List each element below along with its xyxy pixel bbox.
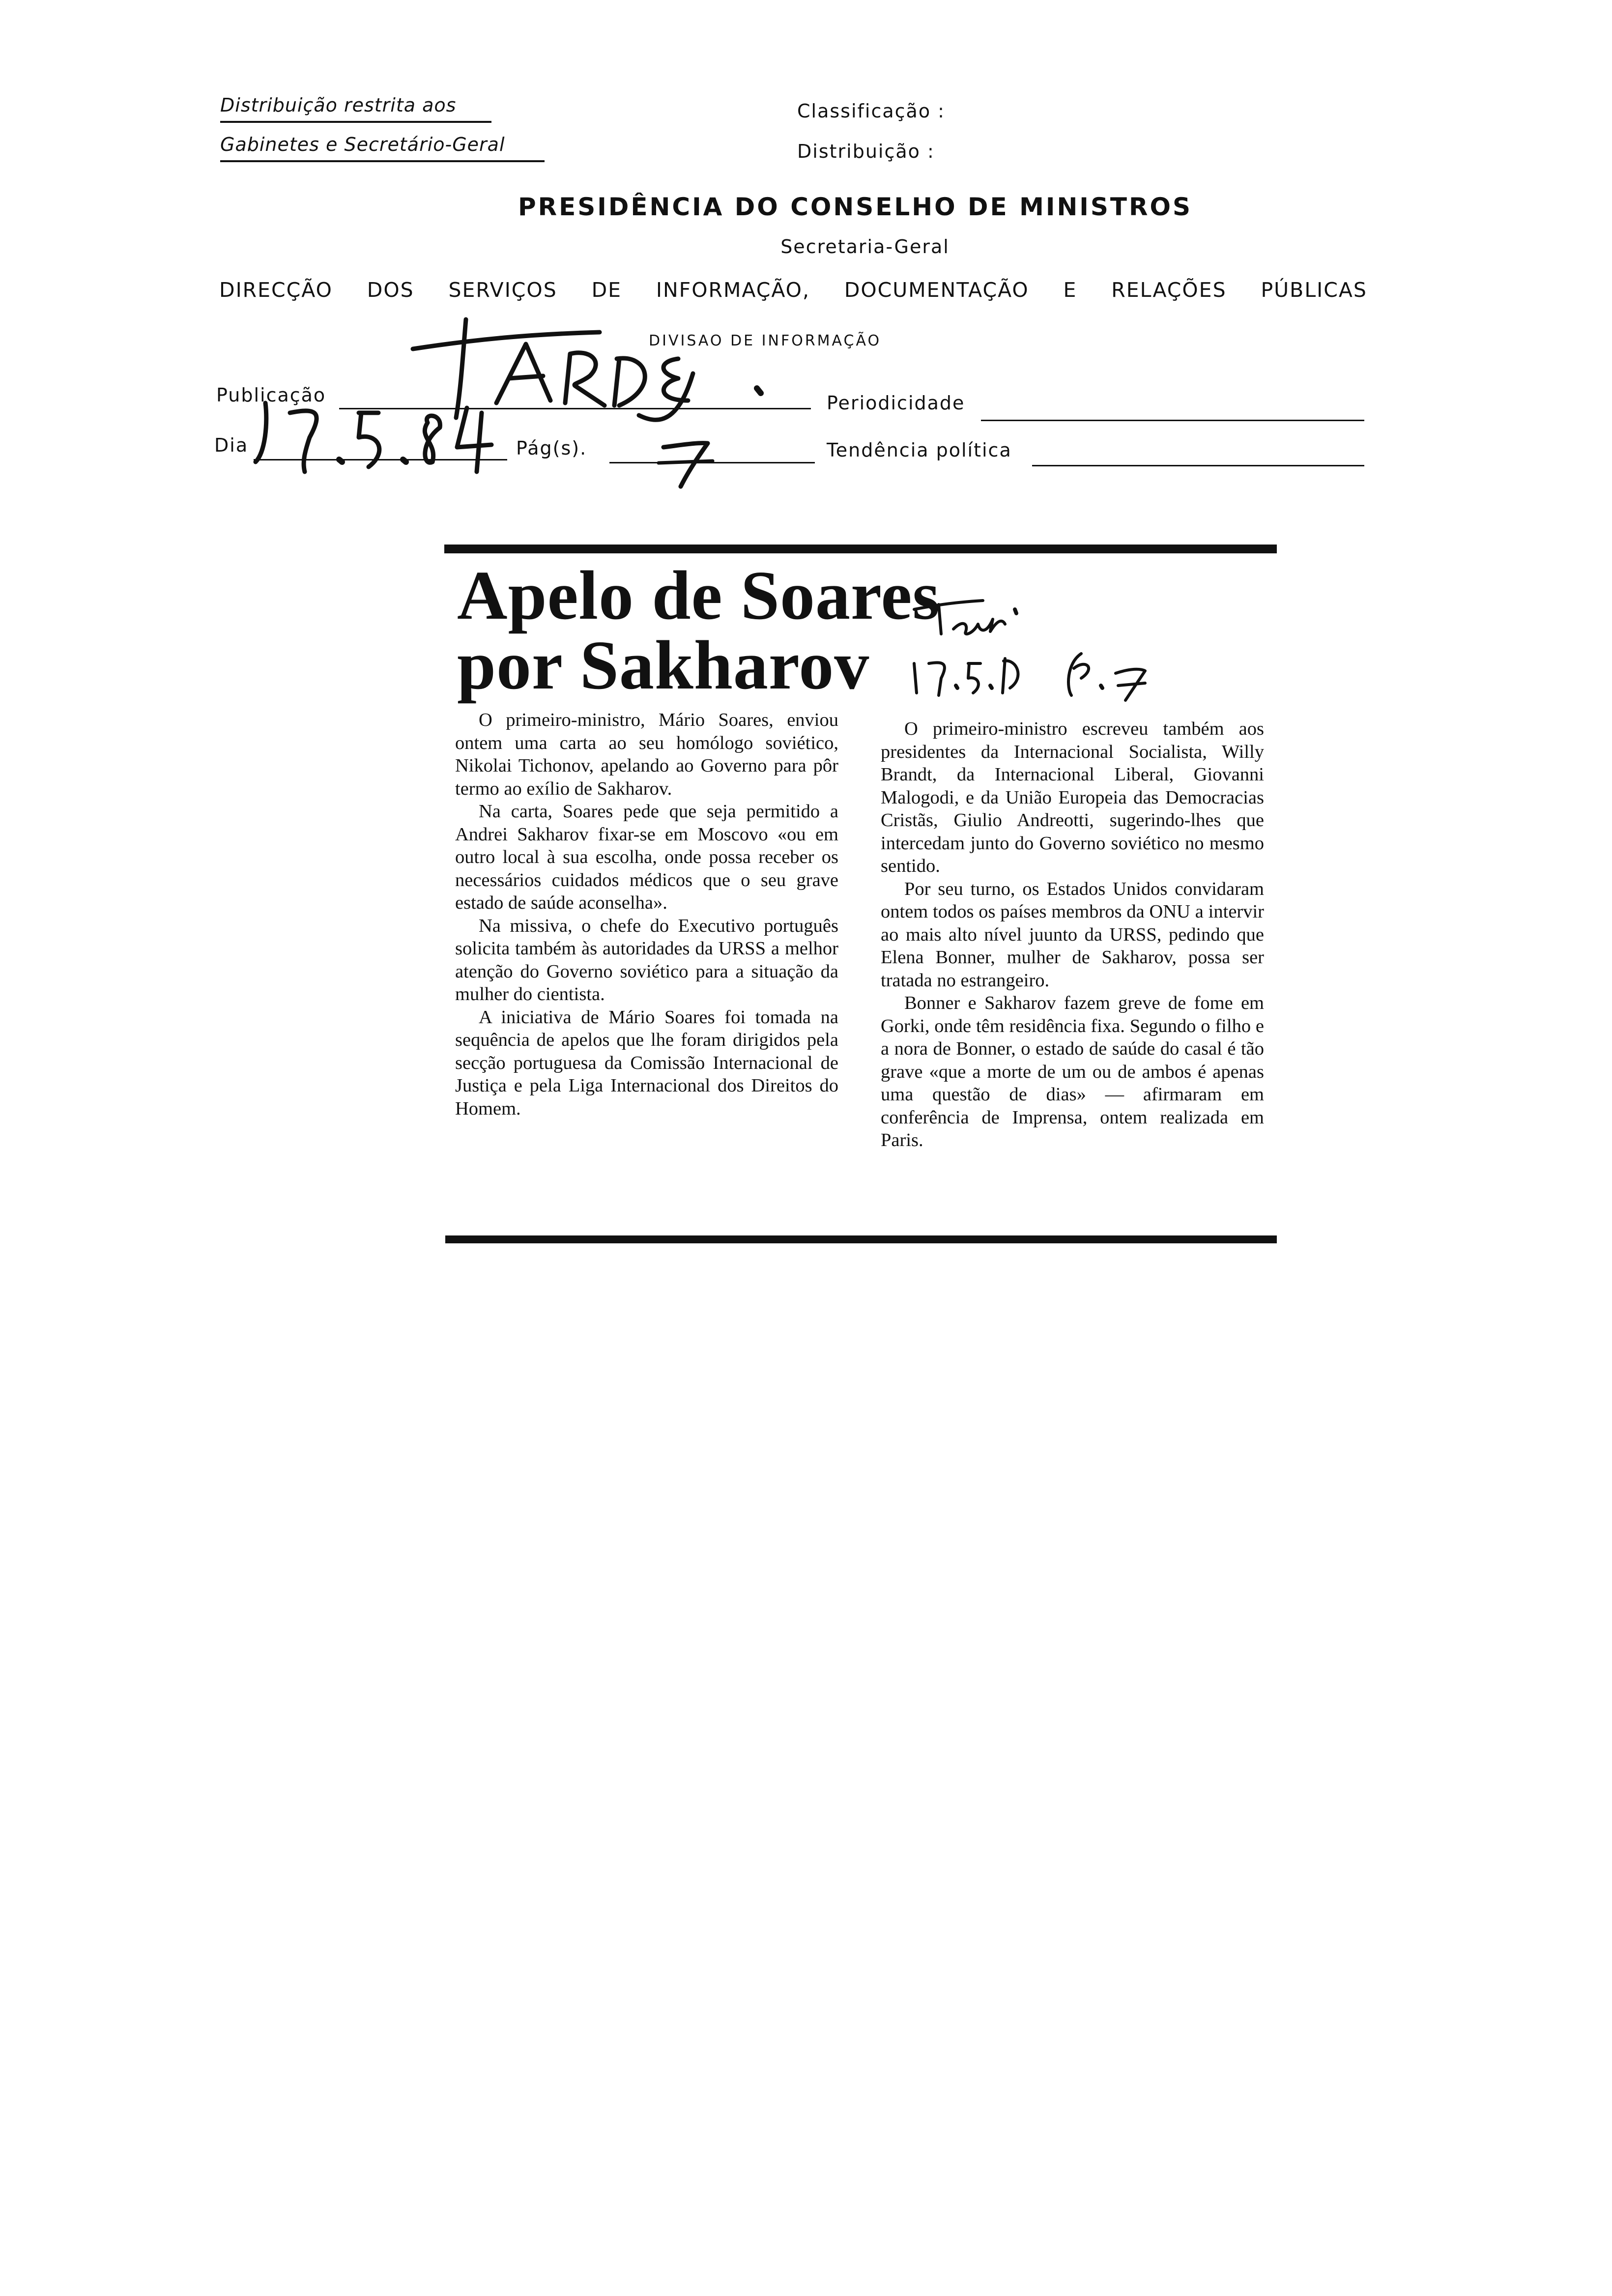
handwritten-annotation [894,590,1170,703]
article-column-1 [455,709,838,1120]
article-top-rule [444,545,1277,553]
distribuicao-label: Distribuição : [797,141,935,162]
dia-label: Dia [214,434,249,456]
headline-line-1: Apelo de Soares [457,556,940,634]
direccao-word: SERVIÇOS [448,278,557,302]
headline-line-2: por Sakharov [457,626,870,704]
direccao-word: DIRECÇÃO [219,278,333,302]
article-paragraph: Na missiva, o chefe do Executivo português solicita também às autoridades da URSS a melhor atenção do Governo soviético para a situação da mulher do cientista. [455,915,838,1004]
periodicidade-label: Periodicidade [827,392,965,414]
direccao-word: PÚBLICAS [1261,278,1367,302]
distribution-underline-2 [220,160,545,162]
article-column-2 [881,718,1264,1152]
distribution-note-line-2: Gabinetes e Secretário-Geral [220,134,505,155]
article-bottom-rule [445,1235,1277,1243]
article-paragraph: A iniciativa de Mário Soares foi tomada na sequência de apelos que lhe foram dirigidos pela secção portuguesa da Comissão Internacional de Justiça e pela Liga Internacional dos Direitos do Homem. [455,1006,838,1119]
distribution-note-line-1: Distribuição restrita aos [220,94,457,116]
tendencia-label: Tendência política [827,439,1012,461]
article-paragraph: O primeiro-ministro, Mário Soares, enviou ontem uma carta ao seu homólogo soviético, Nikolai Tichonov, apelando ao Governo para pôr termo ao exílio de Sakharov. [455,710,838,799]
handwritten-date [246,393,501,477]
tendencia-fill-line [1032,465,1364,466]
pags-label: Pág(s). [516,437,587,459]
secretaria-subheading: Secretaria-Geral [780,236,950,258]
publicacao-label: Publicação [216,384,326,406]
direccao-word: RELAÇÕES [1111,278,1227,302]
direccao-word: DOS [367,278,414,302]
distribution-underline-1 [220,121,491,123]
handwritten-page-number [654,432,722,491]
direccao-word: E [1063,278,1077,302]
direccao-word: INFORMAÇÃO, [656,278,810,302]
article-paragraph: Por seu turno, os Estados Unidos convidaram ontem todos os países membros da ONU a intervir ao mais alto nível juunto da URSS, pedindo que Elena Bonner, mulher de Sakharov, possa ser tratada no estrangeiro. [881,878,1264,991]
divisao-heading: DIVISAO DE INFORMAÇÃO [649,332,882,349]
periodicidade-fill-line [981,420,1364,421]
article-paragraph: O primeiro-ministro escreveu também aos presidentes da Internacional Socialista, Willy Brandt, da Internacional Liberal, Giovanni Malogodi, e da União Europeia das Democracias Cristãs, Giulio Andreotti, sugerindo-lhes que intercedam junto do Governo soviético no mesmo sentido. [881,718,1264,876]
presidencia-heading: PRESIDÊNCIA DO CONSELHO DE MINISTROS [518,193,1193,221]
direccao-word: DOCUMENTAÇÃO [844,278,1029,302]
classificacao-label: Classificação : [797,100,945,122]
article-paragraph: Na carta, Soares pede que seja permitido a Andrei Sakharov fixar-se em Moscovo «ou em outro local à sua escolha, onde possa receber os necessários cuidados médicos que o seu grave estado de saúde aconselha». [455,801,838,913]
direccao-word: DE [591,278,622,302]
article-paragraph: Bonner e Sakharov fazem greve de fome em Gorki, onde têm residência fixa. Segundo o filho e a nora de Bonner, o estado de saúde do casal é tão grave «que a morte de um ou de ambos é apenas uma questão de dias» — afirmaram em conferência de Imprensa, ontem realizada em Paris. [881,993,1264,1150]
direccao-heading [219,278,1367,302]
